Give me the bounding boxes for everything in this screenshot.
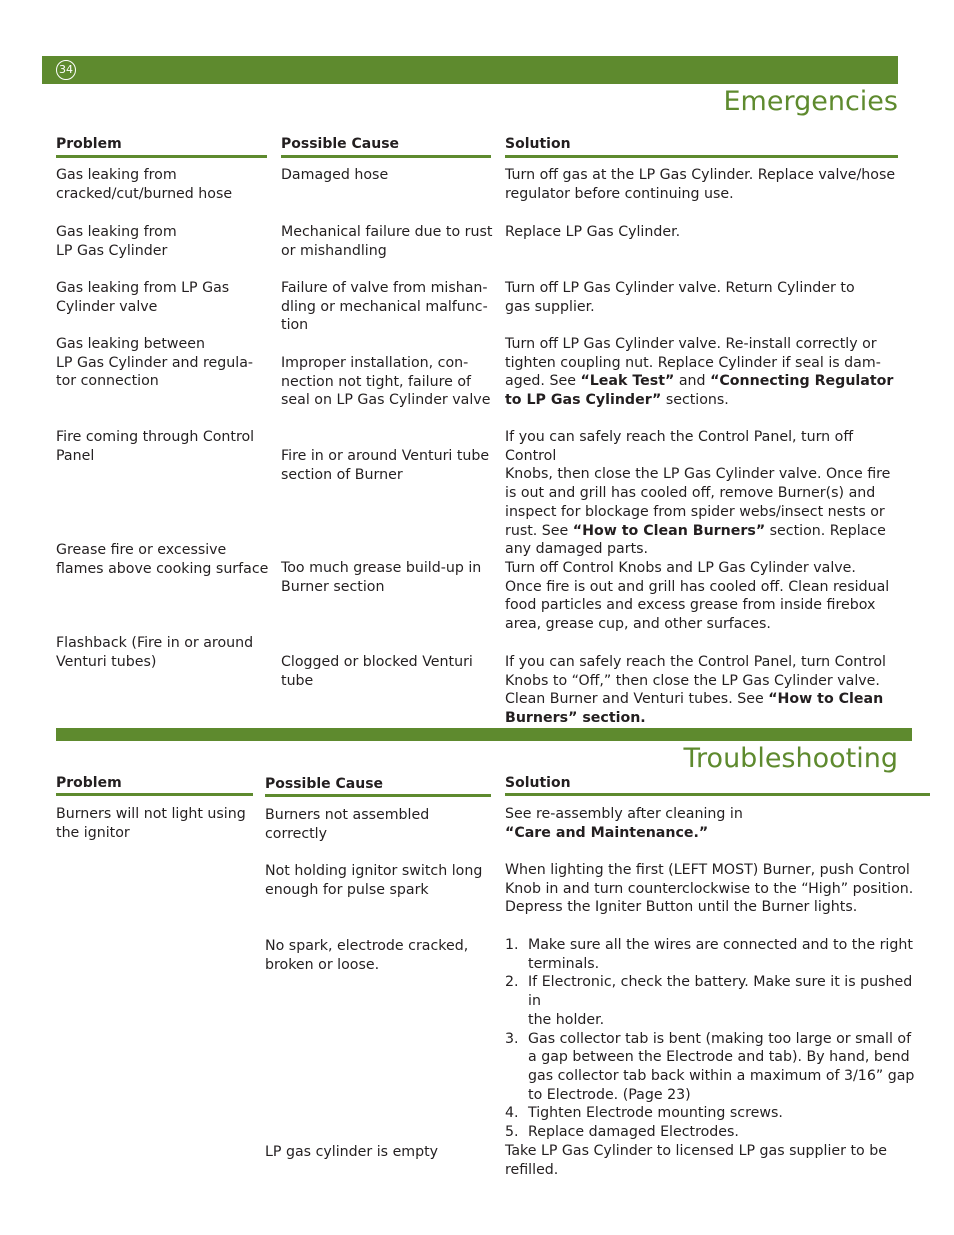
- col-header-cause: Possible Cause: [281, 136, 400, 152]
- text-line: [505, 223, 905, 242]
- text-line: [505, 354, 905, 373]
- solution-cell: [505, 279, 905, 316]
- text-run: food particles and excess grease from inside firebox: [505, 597, 876, 614]
- text-run: See re-assembly after cleaning in: [505, 806, 743, 822]
- solution-cell: [505, 1142, 930, 1179]
- solution-step: [505, 1030, 925, 1105]
- text-line: flames above cooking surface: [56, 560, 269, 577]
- problem-cell: [56, 541, 271, 578]
- bold-reference: “How to Clean Burners”: [572, 522, 766, 539]
- text-line: tube: [281, 672, 314, 689]
- problem-cell: [56, 223, 271, 260]
- solution-cell: [505, 428, 905, 559]
- text-run: Clean Burner and Venturi tubes. See: [505, 691, 769, 708]
- text-run: area, grease cup, and other surfaces.: [505, 616, 771, 633]
- problem-cell: [56, 166, 271, 203]
- text-line: If Electronic, check the battery. Make sure it is pushed in: [528, 974, 913, 1010]
- col-header-problem: Problem: [56, 136, 122, 152]
- text-line: [505, 559, 905, 578]
- text-line: [505, 279, 905, 298]
- solution-cell: [505, 166, 905, 203]
- text-run: When lighting the first (LEFT MOST) Burner, push Control: [505, 862, 910, 878]
- solution-step: [505, 936, 925, 973]
- text-run: Turn off gas at the LP Gas Cylinder. Replace valve/hose: [505, 167, 896, 183]
- text-run: section. Replace: [765, 522, 886, 539]
- text-line: [505, 185, 905, 204]
- text-run: aged. See: [505, 373, 581, 390]
- text-run: is out and grill has cooled off, remove Burner(s) and: [505, 485, 876, 502]
- text-line: [505, 503, 905, 522]
- page-number: 34: [56, 60, 76, 80]
- text-run: tighten coupling nut. Replace Cylinder if seal is dam-: [505, 354, 881, 371]
- text-line: [505, 578, 905, 597]
- text-line: Fire coming through Control: [56, 429, 255, 445]
- solution-steps: [505, 936, 925, 1142]
- text-run: Turn off LP Gas Cylinder valve. Re-install correctly or: [505, 336, 877, 352]
- text-line: a gap between the Electrode and tab). By hand, bend: [528, 1049, 910, 1066]
- text-line: Grease fire or excessive: [56, 542, 227, 558]
- text-run: If you can safely reach the Control Panel, turn off Control: [505, 429, 854, 464]
- solution-cell: [505, 559, 905, 634]
- bold-reference: “Connecting Regulator: [710, 373, 894, 390]
- text-run: If you can safely reach the Control Panel, turn Control: [505, 654, 886, 670]
- text-line: LP Gas Cylinder: [56, 242, 168, 259]
- text-line: [505, 1142, 930, 1179]
- solution-step: [505, 973, 925, 1029]
- text-line: [505, 709, 905, 728]
- text-line: cracked/cut/burned hose: [56, 185, 233, 202]
- header-rule: [505, 793, 930, 796]
- text-line: Clogged or blocked Venturi: [281, 654, 473, 670]
- text-run: regulator before continuing use.: [505, 185, 734, 202]
- text-line: [505, 391, 905, 410]
- text-line: [505, 805, 930, 824]
- text-run: Depress the Igniter Button until the Burner lights.: [505, 899, 858, 916]
- cause-cell: [265, 1143, 495, 1162]
- text-line: [505, 861, 930, 880]
- step-number: 2.: [505, 974, 519, 991]
- problem-cell: [56, 805, 256, 842]
- text-line: Too much grease build-up in: [281, 560, 482, 576]
- text-line: No spark, electrode cracked,: [265, 938, 469, 954]
- text-run: and: [674, 373, 711, 390]
- problem-cell: [56, 428, 271, 465]
- text-line: Panel: [56, 447, 95, 464]
- cause-cell: [281, 354, 496, 410]
- text-line: Failure of valve from mishan-: [281, 280, 488, 296]
- text-run: sections.: [661, 392, 729, 409]
- text-line: seal on LP Gas Cylinder valve: [281, 392, 491, 409]
- bold-reference: to LP Gas Cylinder”: [505, 392, 662, 409]
- text-line: Burners not assembled correctly: [265, 807, 430, 842]
- text-line: [505, 898, 930, 917]
- bold-reference: Burners” section.: [505, 710, 646, 727]
- text-line: Flashback (Fire in or around: [56, 635, 254, 651]
- text-run: Turn off Control Knobs and LP Gas Cylinder valve.: [505, 560, 856, 576]
- text-line: LP gas cylinder is empty: [265, 1144, 439, 1160]
- text-line: enough for pulse spark: [265, 881, 429, 898]
- text-line: [505, 672, 905, 691]
- solution-cell: [505, 335, 905, 410]
- text-line: Gas leaking from: [56, 167, 177, 183]
- text-line: nection not tight, failure of: [281, 373, 472, 390]
- text-line: Gas leaking from LP Gas: [56, 280, 230, 296]
- header-rule: [281, 155, 491, 158]
- step-number: 3.: [505, 1030, 519, 1047]
- text-line: Mechanical failure due to rust: [281, 224, 493, 240]
- col-header-solution: Solution: [505, 775, 571, 791]
- text-run: Knob in and turn counterclockwise to the “High” position.: [505, 880, 914, 897]
- text-line: [505, 166, 905, 185]
- col-header-solution: Solution: [505, 136, 571, 152]
- problem-cell: [56, 279, 271, 316]
- bold-reference: “How to Clean: [768, 691, 884, 708]
- solution-cell: [505, 805, 930, 842]
- col-header-cause: Possible Cause: [265, 776, 384, 792]
- text-line: [505, 596, 905, 615]
- text-run: Knobs to “Off,” then close the LP Gas Cylinder valve.: [505, 672, 880, 689]
- text-line: Tighten Electrode mounting screws.: [528, 1105, 783, 1122]
- text-line: LP Gas Cylinder and regula-: [56, 354, 254, 371]
- col-header-problem: Problem: [56, 775, 122, 791]
- solution-cell: [505, 223, 905, 242]
- header-rule: [56, 155, 267, 158]
- text-run: Knobs, then close the LP Gas Cylinder valve. Once fire: [505, 466, 891, 483]
- text-line: Burners will not light using: [56, 806, 246, 822]
- text-run: any damaged parts.: [505, 541, 649, 558]
- text-line: gas collector tab back within a maximum of 3/16” gap: [528, 1067, 915, 1084]
- text-line: Not holding ignitor switch long: [265, 863, 483, 879]
- text-line: Cylinder valve: [56, 298, 158, 315]
- text-line: tion: [281, 317, 309, 334]
- text-line: [505, 335, 905, 354]
- text-line: broken or loose.: [265, 956, 380, 973]
- text-line: [505, 428, 905, 465]
- text-line: [505, 372, 905, 391]
- text-line: or mishandling: [281, 242, 387, 259]
- text-line: [505, 465, 905, 484]
- cause-cell: [281, 447, 496, 484]
- text-line: the holder.: [528, 1011, 605, 1028]
- problem-cell: [56, 634, 271, 671]
- header-rule: [265, 794, 491, 797]
- step-number: 5.: [505, 1124, 519, 1141]
- text-line: Venturi tubes): [56, 653, 157, 670]
- cause-cell: [281, 223, 496, 260]
- header-rule: [505, 155, 898, 158]
- solution-cell: [505, 861, 930, 917]
- text-line: Improper installation, con-: [281, 355, 469, 371]
- text-line: [505, 824, 930, 843]
- section-divider-bar: [56, 728, 912, 741]
- text-line: [505, 615, 905, 634]
- text-run: Take LP Gas Cylinder to licensed LP gas supplier to be refilled.: [505, 1143, 887, 1178]
- text-line: Damaged hose: [281, 167, 389, 183]
- text-run: Once fire is out and grill has cooled off. Clean residual: [505, 578, 890, 595]
- header-rule: [56, 793, 253, 796]
- text-line: [505, 653, 905, 672]
- cause-cell: [281, 166, 496, 185]
- cause-cell: [281, 559, 496, 596]
- cause-cell: [265, 937, 495, 974]
- solution-step: [505, 1123, 925, 1142]
- text-line: [505, 880, 930, 899]
- text-line: Gas collector tab is bent (making too large or small of: [528, 1030, 912, 1047]
- bold-reference: “Leak Test”: [580, 373, 675, 390]
- text-line: [505, 540, 905, 559]
- text-line: to Electrode. (Page 23): [528, 1086, 691, 1103]
- text-line: [505, 298, 905, 317]
- text-line: Fire in or around Venturi tube: [281, 448, 490, 464]
- section-title-troubleshooting: Troubleshooting: [683, 743, 898, 774]
- text-line: Burner section: [281, 578, 385, 595]
- text-run: Replace LP Gas Cylinder.: [505, 224, 681, 240]
- text-line: [505, 690, 905, 709]
- cause-cell: [281, 279, 496, 335]
- cause-cell: [265, 862, 495, 899]
- text-line: Gas leaking from: [56, 224, 177, 240]
- text-line: section of Burner: [281, 466, 403, 483]
- text-run: gas supplier.: [505, 298, 595, 315]
- text-line: dling or mechanical malfunc-: [281, 298, 488, 315]
- solution-cell: [505, 653, 905, 728]
- text-line: terminals.: [528, 955, 600, 972]
- text-line: tor connection: [56, 373, 159, 390]
- step-number: 4.: [505, 1105, 519, 1122]
- text-line: Gas leaking between: [56, 336, 205, 352]
- top-header-bar: [42, 56, 898, 84]
- text-line: [505, 484, 905, 503]
- text-line: [505, 522, 905, 541]
- bold-reference: “Care and Maintenance.”: [505, 824, 709, 841]
- cause-cell: [265, 806, 495, 843]
- solution-step: [505, 1104, 925, 1123]
- section-title-emergencies: Emergencies: [723, 86, 898, 117]
- cause-cell: [281, 653, 496, 690]
- text-line: Replace damaged Electrodes.: [528, 1124, 739, 1141]
- text-run: Turn off LP Gas Cylinder valve. Return Cylinder to: [505, 280, 855, 296]
- text-line: Make sure all the wires are connected and to the right: [528, 937, 913, 953]
- text-run: rust. See: [505, 522, 573, 539]
- text-run: inspect for blockage from spider webs/insect nests or: [505, 503, 885, 520]
- problem-cell: [56, 335, 271, 391]
- text-line: the ignitor: [56, 824, 130, 841]
- step-number: 1.: [505, 937, 519, 953]
